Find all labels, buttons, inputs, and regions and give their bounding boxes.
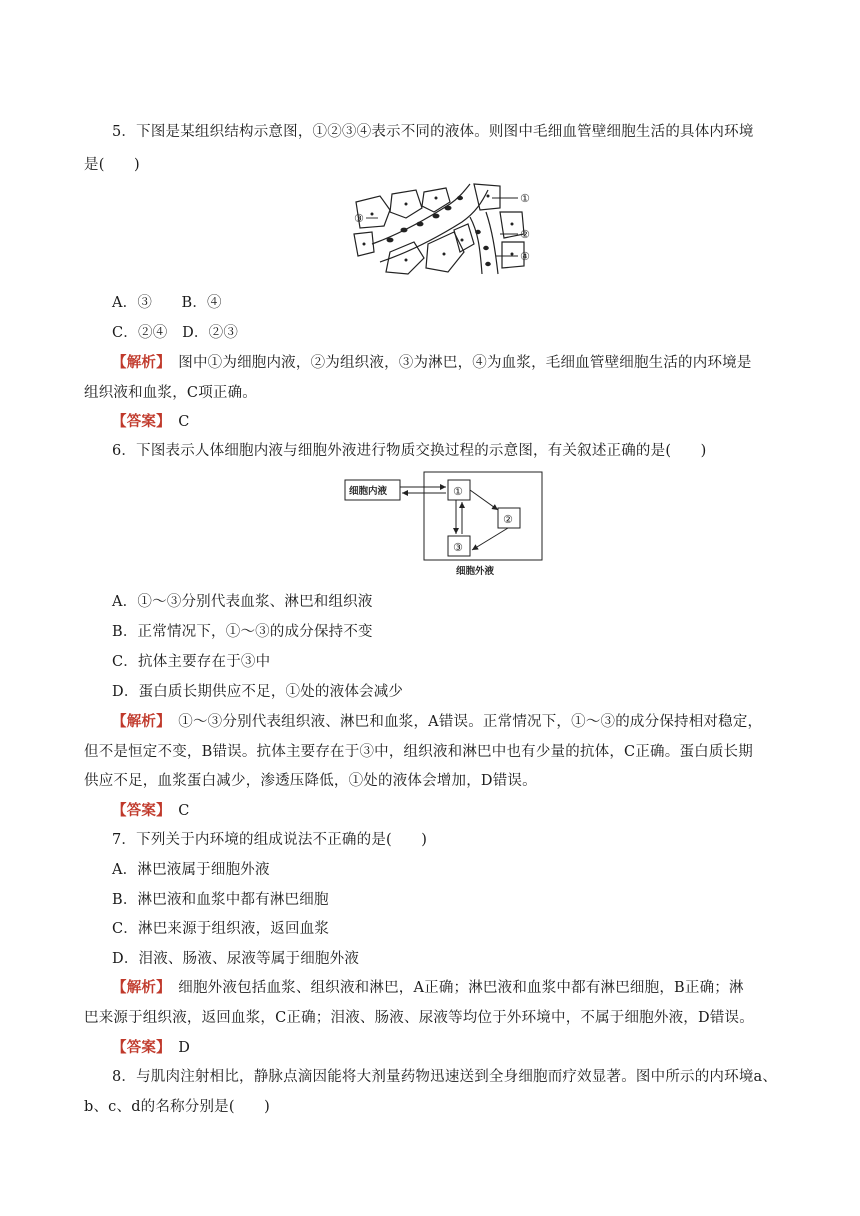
fig6-outer-label: 细胞外液 — [456, 566, 495, 577]
q7-analysis-line1 — [112, 978, 744, 998]
q7-answer-line — [112, 1038, 190, 1058]
q5-analysis-text1: 图中①为细胞内液，②为组织液，③为淋巴，④为血浆，毛细血管壁细胞生活的内环境是 — [178, 355, 752, 371]
q6-analysis-line3: 供应不足，血浆蛋白减少，渗透压降低，①处的液体会增加，D错误。 — [84, 773, 537, 789]
q5-answer-value: C — [178, 414, 190, 430]
q6-option-a: A．①～③分别代表血浆、淋巴和组织液 — [112, 594, 373, 610]
fig5-label-3: ③ — [354, 212, 364, 225]
q5-analysis-line1 — [112, 353, 752, 373]
fig6-box-1: ① — [453, 485, 463, 498]
q6-answer-tag: 【答案】 — [112, 802, 164, 819]
q7-answer-value: D — [178, 1040, 191, 1056]
tissue-structure-figure — [350, 182, 540, 276]
q6-answer-value: C — [178, 803, 190, 819]
q7-option-a: A．淋巴液属于细胞外液 — [112, 862, 270, 878]
q6-option-b: B．正常情况下，①～③的成分保持不变 — [112, 624, 373, 640]
q6-option-d: D．蛋白质长期供应不足，①处的液体会减少 — [112, 684, 404, 700]
q5-answer-line — [112, 412, 190, 432]
q7-stem: 7．下列关于内环境的组成说法不正确的是( ) — [112, 832, 428, 848]
q7-analysis-tag: 【解析】 — [112, 979, 164, 996]
q7-option-c: C．淋巴来源于组织液，返回血浆 — [112, 921, 330, 937]
q6-analysis-tag: 【解析】 — [112, 713, 164, 730]
q5-analysis-line2: 组织液和血浆，C项正确。 — [84, 385, 257, 401]
q7-answer-tag: 【答案】 — [112, 1039, 164, 1056]
q5-options-cd: C．②④ D．②③ — [112, 325, 239, 341]
q6-analysis-line1 — [112, 712, 762, 732]
q5-analysis-tag: 【解析】 — [112, 354, 164, 371]
fig6-box-2: ② — [503, 513, 513, 526]
q7-analysis-text1: 细胞外液包括血浆、组织液和淋巴，A正确；淋巴液和血浆中都有淋巴细胞，B正确；淋 — [178, 980, 744, 996]
q6-option-c: C．抗体主要存在于③中 — [112, 654, 271, 670]
fig6-inner-label: 细胞内液 — [349, 486, 388, 497]
q8-stem-line2: b、c、d的名称分别是( ) — [84, 1099, 270, 1115]
fluid-exchange-figure — [340, 470, 550, 580]
q7-option-b: B．淋巴液和血浆中都有淋巴细胞 — [112, 892, 329, 908]
q6-analysis-text1: ①～③分别代表组织液、淋巴和血浆，A错误。正常情况下，①～③的成分保持相对稳定， — [178, 714, 763, 730]
fig5-label-2: ② — [520, 228, 530, 241]
q5-stem-line2: 是( ) — [84, 157, 140, 173]
q8-stem-line1: 8．与肌肉注射相比，静脉点滴因能将大剂量药物迅速送到全身细胞而疗效显著。图中所示的内环境a、 — [112, 1069, 778, 1085]
fig6-box-3: ③ — [453, 541, 463, 554]
fig5-label-1: ① — [520, 192, 530, 205]
q6-analysis-line2: 但不是恒定不变，B错误。抗体主要存在于③中，组织液和淋巴中也有少量的抗体，C正确。蛋白质长期 — [84, 744, 753, 760]
q7-option-d: D．泪液、肠液、尿液等属于细胞外液 — [112, 951, 360, 967]
q6-answer-line — [112, 801, 190, 821]
q5-answer-tag: 【答案】 — [112, 413, 164, 430]
q6-stem: 6．下图表示人体细胞内液与细胞外液进行物质交换过程的示意图，有关叙述正确的是( ) — [112, 443, 707, 459]
q7-analysis-line2: 巴来源于组织液，返回血浆，C正确；泪液、肠液、尿液等均位于外环境中，不属于细胞外液，D错误。 — [84, 1010, 754, 1026]
q5-stem-line1: 5．下图是某组织结构示意图，①②③④表示不同的液体。则图中毛细血管壁细胞生活的具体内环境 — [112, 124, 754, 140]
fig5-label-4: ④ — [520, 250, 530, 263]
q5-options-ab: A．③ B．④ — [112, 295, 222, 311]
